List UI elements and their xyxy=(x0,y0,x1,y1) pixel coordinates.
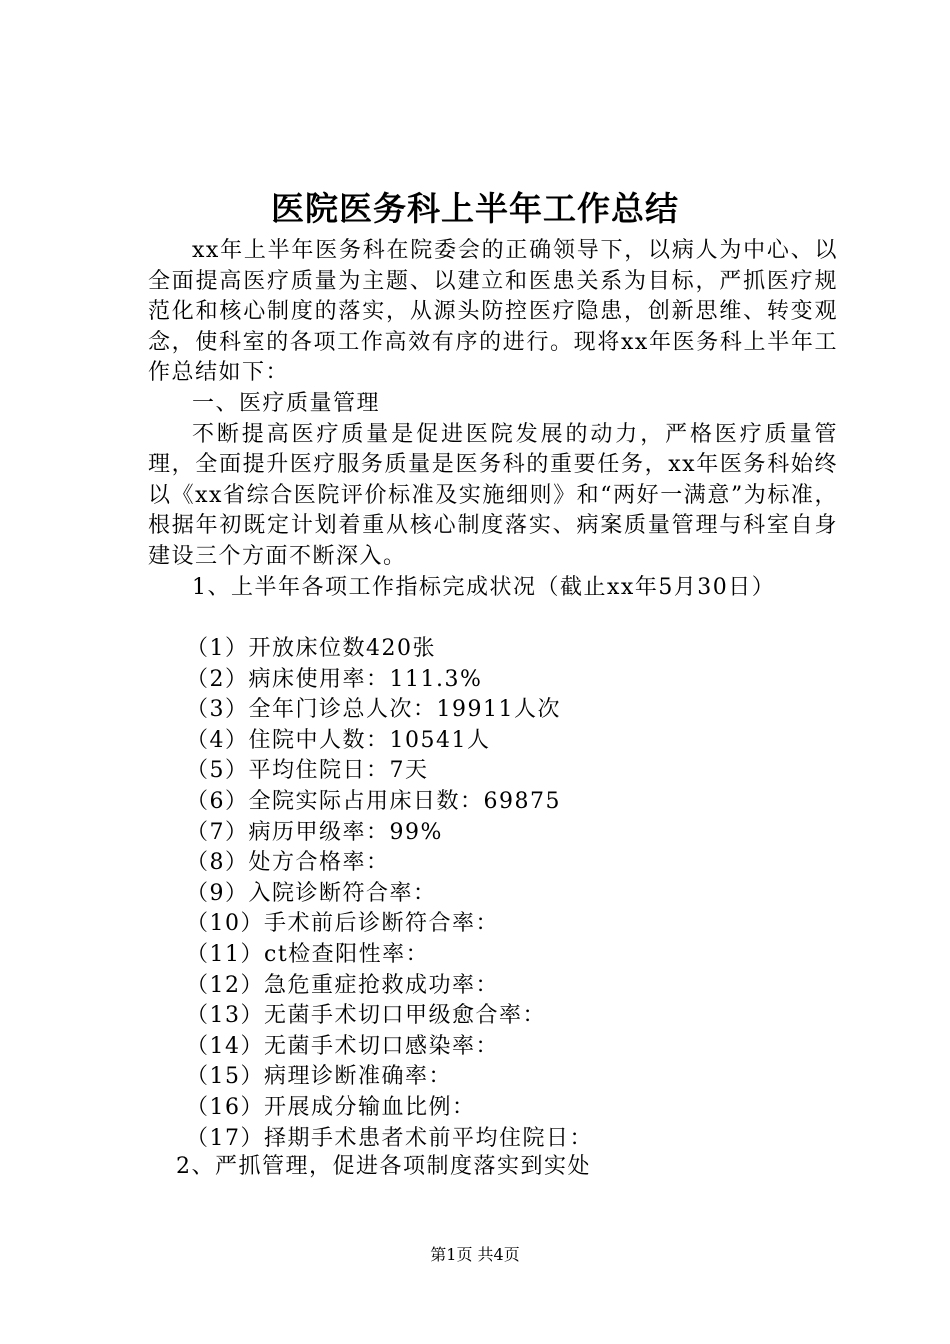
list-item: （10）手术前后诊断符合率： xyxy=(186,911,499,937)
subsection-heading-indicators: 1、上半年各项工作指标完成状况（截止xx年5月30日） xyxy=(192,574,776,600)
list-item: （16）开展成分输血比例： xyxy=(186,1094,476,1120)
subsection-heading-management: 2、严抓管理，促进各项制度落实到实处 xyxy=(176,1154,591,1179)
list-item: （5）平均住院日：7天 xyxy=(186,758,429,784)
list-item: （12）急危重症抢救成功率： xyxy=(186,972,499,998)
indicator-list xyxy=(186,634,593,1154)
list-item: （13）无菌手术切口甲级愈合率： xyxy=(186,1003,546,1029)
list-item: （6）全院实际占用床日数：69875 xyxy=(186,788,561,814)
section-heading-quality: 一、医疗质量管理 xyxy=(192,390,381,416)
document-body xyxy=(148,236,838,603)
list-item: （3）全年门诊总人次：19911人次 xyxy=(186,697,561,723)
list-item: （11）ct检查阳性率： xyxy=(186,941,430,967)
list-item: （4）住院中人数：10541人 xyxy=(186,727,491,753)
list-item: （7）病历甲级率：99% xyxy=(186,819,443,845)
list-item: （9）入院诊断符合率： xyxy=(186,880,437,906)
document-title: 医院医务科上半年工作总结 xyxy=(271,189,679,228)
list-item: （8）处方合格率： xyxy=(186,850,390,876)
page-footer: 第1页 共4页 xyxy=(430,1245,520,1264)
intro-paragraph: xx年上半年医务科在院委会的正确领导下，以病人为中心、以全面提高医疗质量为主题、以建立和医患关系为目标，严抓医疗规范化和核心制度的落实，从源头防控医疗隐患，创新思维、转变观念，使科室的各项工作高效有序的进行。现将xx年医务科上半年工作总结如下： xyxy=(148,238,838,386)
list-item: （14）无菌手术切口感染率： xyxy=(186,1033,499,1059)
list-item: （17）择期手术患者术前平均住院日： xyxy=(186,1125,593,1151)
list-item: （15）病理诊断准确率： xyxy=(186,1064,452,1090)
quality-paragraph: 不断提高医疗质量是促进医院发展的动力，严格医疗质量管理，全面提升医疗服务质量是医务科的重要任务，xx年医务科始终以《xx省综合医院评价标准及实施细则》和“两好一满意”为标准，根据年初既定计划着重从核心制度落实、病案质量管理与科室自身建设三个方面不断深入。 xyxy=(148,421,838,569)
list-item: （1）开放床位数420张 xyxy=(186,636,436,661)
list-item: （2）病床使用率：111.3% xyxy=(186,666,483,692)
